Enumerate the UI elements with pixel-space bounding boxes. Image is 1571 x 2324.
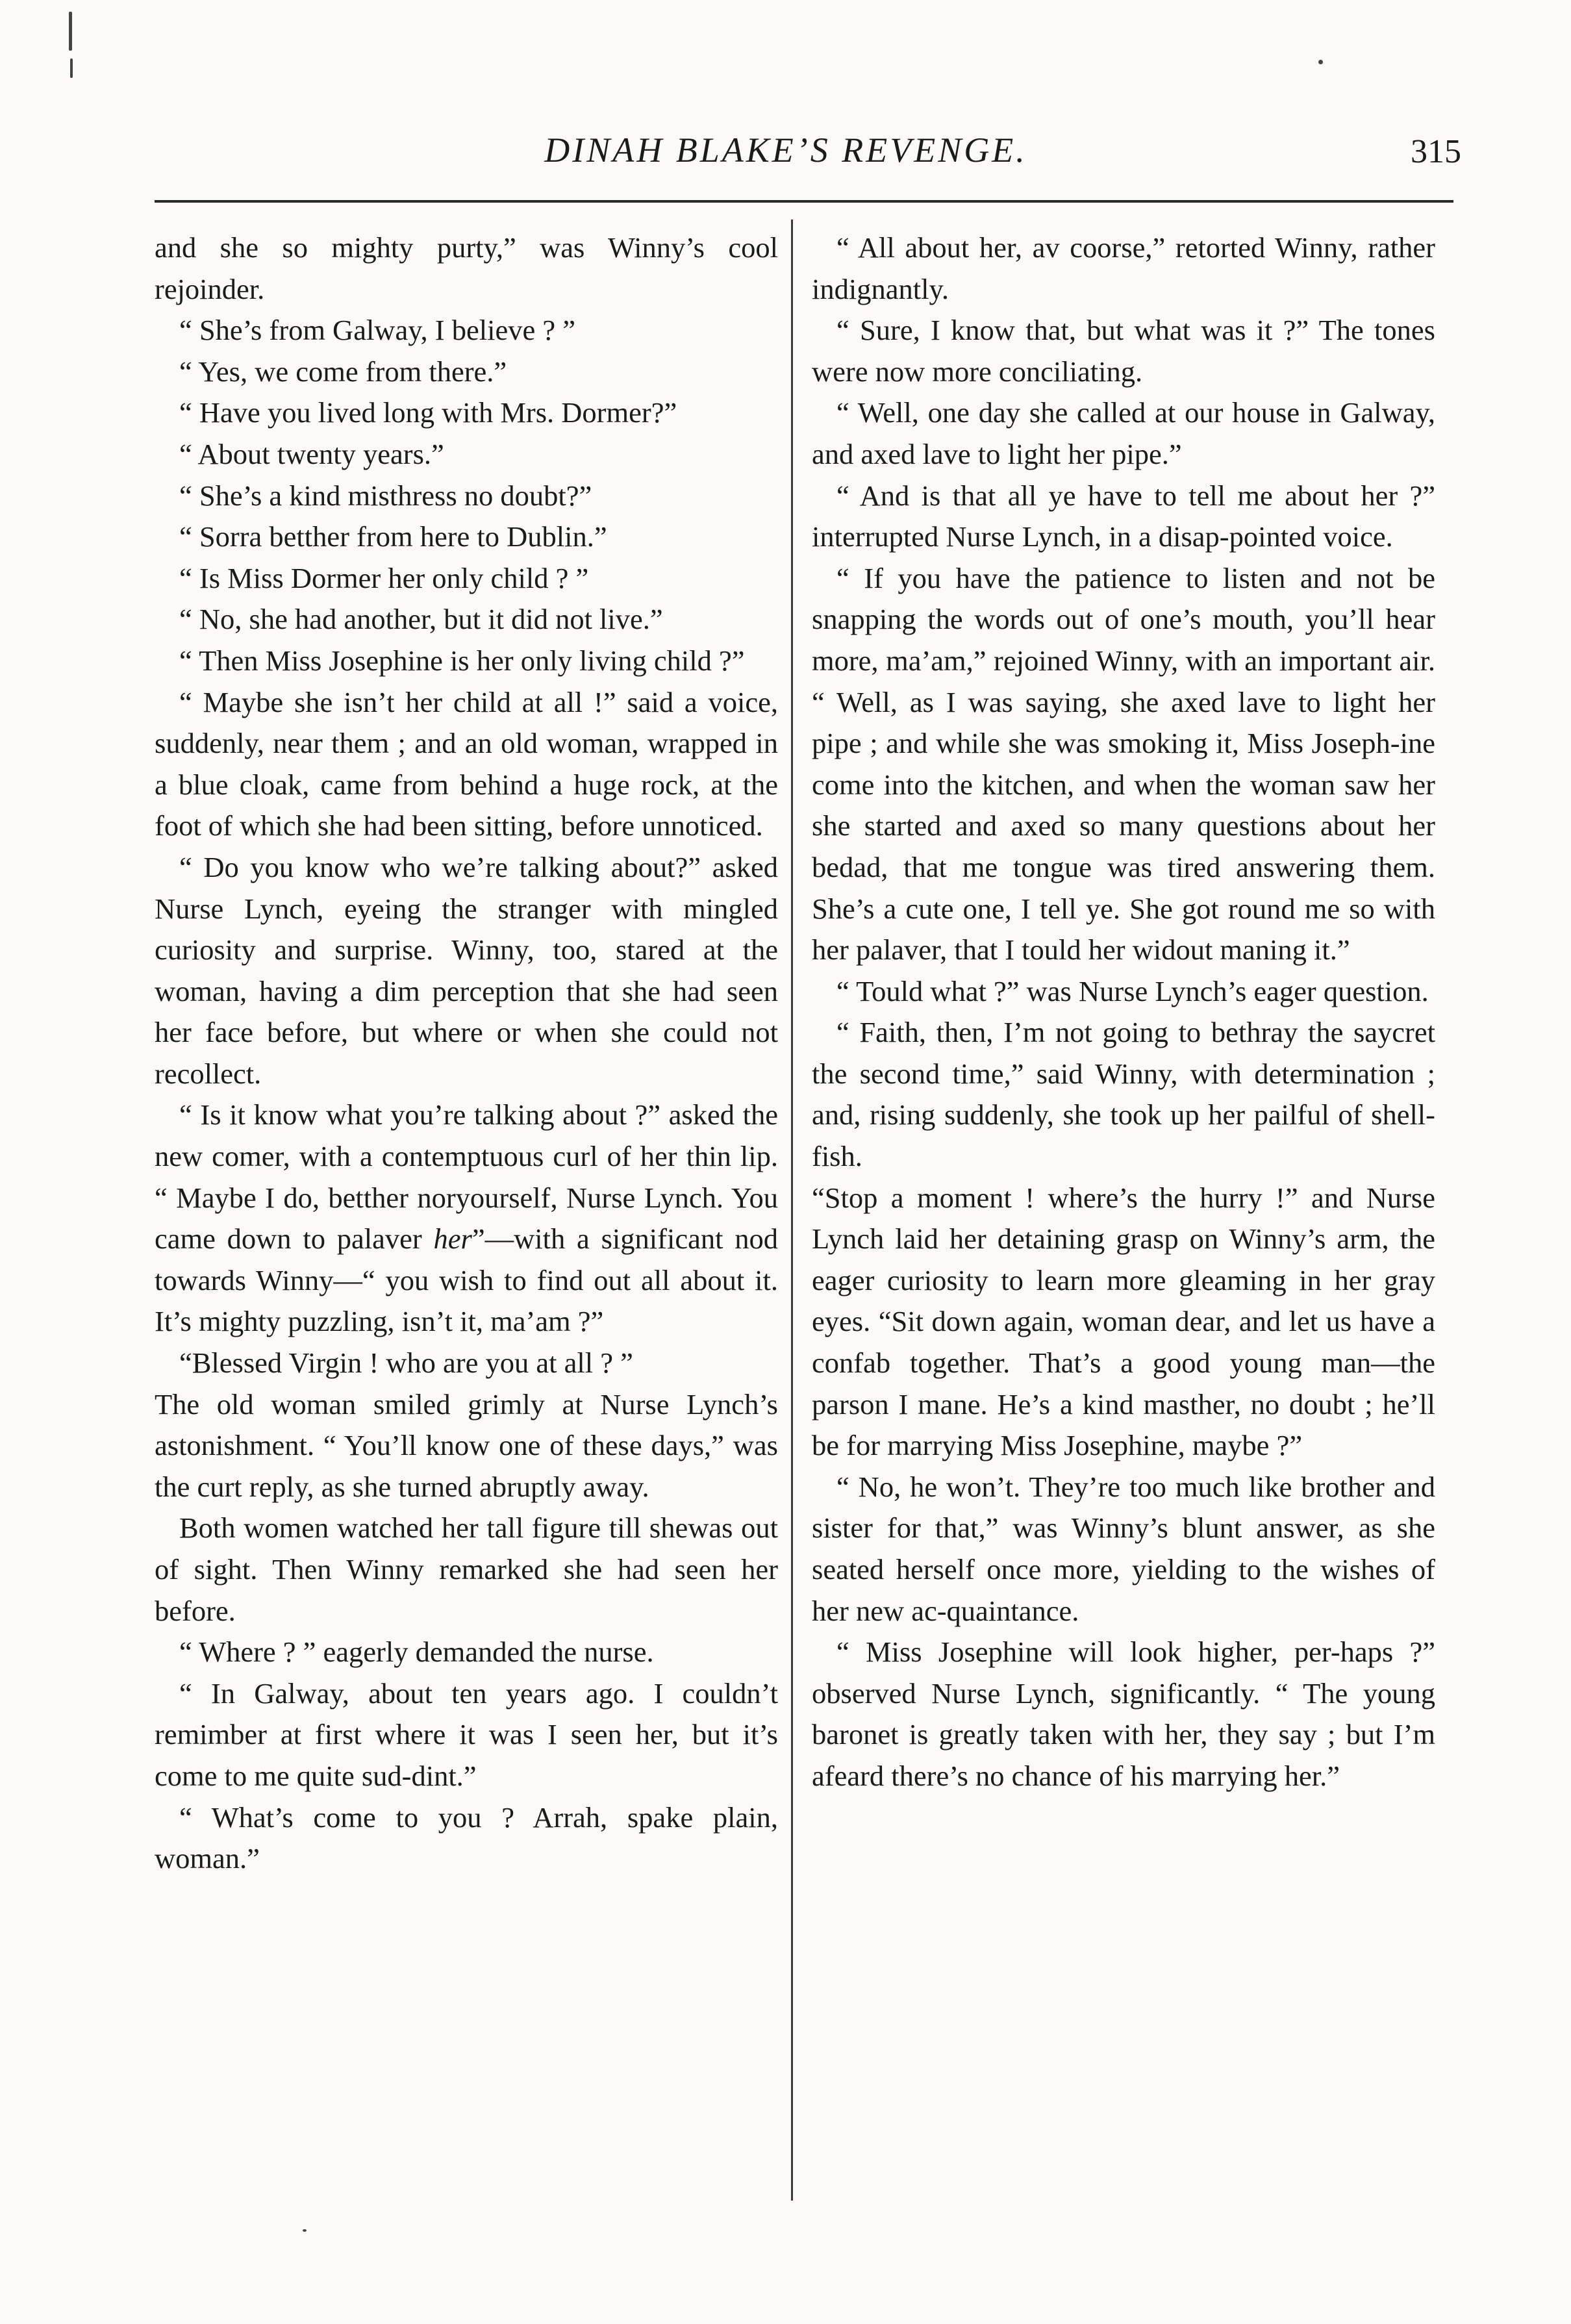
margin-speck (1318, 60, 1323, 64)
margin-speck (70, 58, 73, 78)
paragraph: “ No, she had another, but it did not live.” (179, 603, 663, 636)
running-head (0, 130, 1571, 175)
paragraph: “ No, he won’t. They’re too much like brother and sister for that,” was Winny’s blunt answer, as she seated herself once more, yielding to the wishes of her new ac-quaintance. (812, 1470, 1435, 1627)
paragraph: “ Tould what ?” was Nurse Lynch’s eager question. (836, 974, 1429, 1007)
paragraph: “Blessed Virgin ! who are you at all ? ” (179, 1346, 633, 1380)
paragraph: “ Where ? ” eagerly demanded the nurse. (179, 1636, 654, 1669)
paragraph: Both women watched her tall figure till shewas out of sight. Then Winny remarked she had seen her before. (155, 1511, 778, 1627)
paragraph: “ She’s a kind misthress no doubt?” (179, 479, 592, 512)
paragraph: “Stop a moment ! where’s the hurry !” and Nurse Lynch laid her detaining grasp on Winny’s arm, the eager curiosity to learn more gleaming in her gray eyes. “Sit down again, woman dear, and let us have a confab together. That’s a good young man—the parson I mane. He’s a kind masther, no doubt ; he’ll be for marrying Miss Josephine, maybe ?” (812, 1181, 1435, 1462)
paragraph: The old woman smiled grimly at Nurse Lynch’s astonishment. “ You’ll know one of these days,” was the curt reply, as she turned abruptly away. (155, 1387, 778, 1503)
paragraph: “ In Galway, about ten years ago. I couldn’t remimber at first where it was I seen her, but it’s come to me quite sud-dint.” (155, 1676, 778, 1792)
paragraph: “ About twenty years.” (179, 437, 444, 470)
paragraph: “ What’s come to you ? Arrah, spake plain, woman.” (155, 1800, 778, 1875)
paragraph: “ If you have the patience to listen and not be snapping the words out of one’s mouth, you’ll hear more, ma’am,” rejoined Winny, with an important air. “ Well, as I was saying, she axed lave to light her pipe ; and while she was smoking it, Miss Joseph-ine come into the kitchen, and when the woman saw her she started and axed so many questions about her bedad, that me tongue was tired answering them. She’s a cute one, I tell ye. She got round me so with her palaver, that I tould her widout maning it.” (812, 561, 1435, 966)
margin-speck (69, 12, 72, 51)
paragraph: “ Maybe she isn’t her child at all !” said a voice, suddenly, near them ; and an old woman, wrapped in a blue cloak, came from behind a huge rock, at the foot of which she had been sitting, before unnoticed. (155, 685, 778, 842)
paragraph: “ And is that all ye have to tell me about her ?” interrupted Nurse Lynch, in a disap-pointed voice. (812, 479, 1435, 553)
paragraph: “ She’s from Galway, I believe ? ” (179, 314, 575, 347)
margin-speck (303, 2229, 307, 2232)
paragraph: “ Do you know who we’re talking about?” asked Nurse Lynch, eyeing the stranger with mingled curiosity and surprise. Winny, too, stared at the woman, having a dim perception that she had seen her face before, but where or when she could not recollect. (155, 850, 778, 1090)
paragraph: “ Miss Josephine will look higher, per-haps ?” observed Nurse Lynch, significantly. “ The young baronet is greatly taken with her, they say ; but I’m afeard there’s no chance of his marrying her.” (812, 1636, 1435, 1792)
paragraph: “ Sorra betther from here to Dublin.” (179, 520, 607, 553)
paragraph: “ Well, one day she called at our house in Galway, and axed lave to light her pipe.” (812, 396, 1435, 470)
paragraph: “ All about her, av coorse,” retorted Winny, rather indignantly. (812, 231, 1435, 305)
paragraph: “ Have you lived long with Mrs. Dormer?” (179, 396, 677, 429)
paragraph: “ Then Miss Josephine is her only living child ?” (179, 644, 745, 677)
left-column (155, 227, 778, 1880)
paragraph (155, 1094, 778, 1343)
running-title: DINAH BLAKE’S REVENGE. (544, 131, 1027, 170)
paragraph: “ Sure, I know that, but what was it ?” The tones were now more conciliating. (812, 314, 1435, 388)
page-number: 315 (1411, 133, 1461, 170)
paragraph-text: ”—with a significant nod towards Winny—“ you wish to find out all about it. It’s mighty puzzling, isn’t it, ma’am ?” (155, 1222, 778, 1338)
emphasis: her (433, 1222, 472, 1256)
paragraph: and she so mighty purty,” was Winny’s cool rejoinder. (155, 231, 778, 305)
paragraph: “ Faith, then, I’m not going to bethray the saycret the second time,” said Winny, with determination ; and, rising suddenly, she took up her pailful of shell-fish. (812, 1016, 1435, 1173)
paragraph-text: “ Is it know what you’re talking about ?” asked the new comer, with a contemptuous curl of her thin lip. “ Maybe I do, betther noryourself, Nurse Lynch. You came down to palaver (155, 1098, 778, 1256)
paragraph: “ Is Miss Dormer her only child ? ” (179, 561, 589, 594)
right-column (812, 227, 1435, 1797)
header-rule (155, 200, 1453, 203)
column-divider (791, 220, 793, 2201)
paragraph: “ Yes, we come from there.” (179, 355, 507, 388)
